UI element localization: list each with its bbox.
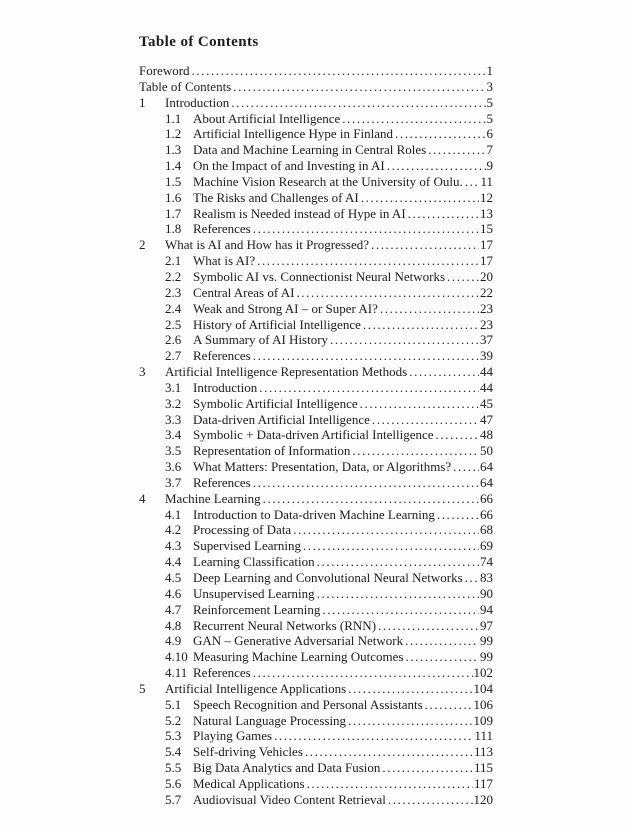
entry-number: 1 bbox=[139, 94, 146, 110]
dot-leader bbox=[305, 776, 473, 792]
entry-page: 74 bbox=[480, 554, 493, 570]
dot-leader bbox=[393, 126, 486, 142]
dot-leader bbox=[340, 111, 485, 127]
entry-title: Data-driven Artificial Intelligence bbox=[193, 411, 370, 427]
dot-leader bbox=[361, 317, 479, 333]
entry-page: 23 bbox=[480, 300, 493, 316]
entry-page: 111 bbox=[474, 728, 493, 744]
entry-title: Supervised Learning bbox=[193, 538, 301, 554]
toc-entry bbox=[139, 221, 493, 237]
toc-entry bbox=[139, 728, 493, 744]
entry-number: 3.7 bbox=[165, 474, 182, 490]
entry-page: 13 bbox=[480, 205, 493, 221]
entry-page: 113 bbox=[473, 744, 493, 760]
entry-number: 4.6 bbox=[165, 585, 182, 601]
dot-leader bbox=[301, 538, 479, 554]
entry-page: 109 bbox=[473, 712, 493, 728]
dot-leader bbox=[231, 79, 485, 95]
entry-page: 66 bbox=[480, 506, 493, 522]
toc-entry bbox=[139, 507, 493, 523]
toc-entry bbox=[139, 364, 493, 380]
entry-number: 3.1 bbox=[165, 379, 182, 395]
entry-page: 6 bbox=[486, 126, 493, 142]
dot-leader bbox=[403, 649, 479, 665]
toc-entry bbox=[139, 665, 493, 681]
entry-page: 9 bbox=[486, 158, 493, 174]
entry-title: Unsupervised Learning bbox=[193, 585, 315, 601]
dot-leader bbox=[435, 507, 479, 523]
toc-entry bbox=[139, 522, 493, 538]
entry-number: 2.5 bbox=[165, 316, 182, 332]
dot-leader bbox=[426, 142, 485, 158]
entry-page: 83 bbox=[480, 570, 493, 585]
dot-leader bbox=[407, 364, 479, 380]
entry-page: 1 bbox=[486, 63, 493, 78]
toc-entry bbox=[139, 269, 493, 285]
entry-title: Recurrent Neural Networks (RNN) bbox=[193, 617, 377, 633]
entry-number: 5.2 bbox=[165, 712, 182, 728]
entry-number: 4.7 bbox=[165, 601, 182, 617]
toc-entry bbox=[139, 427, 493, 443]
entry-page: 37 bbox=[480, 332, 493, 348]
entry-page: 45 bbox=[480, 395, 493, 411]
toc-entry bbox=[139, 380, 493, 396]
entry-number: 5.3 bbox=[165, 728, 182, 744]
entry-page: 64 bbox=[480, 474, 493, 490]
entry-page: 50 bbox=[480, 443, 493, 459]
entry-title: Measuring Machine Learning Outcomes bbox=[193, 649, 404, 665]
entry-title: References bbox=[193, 474, 251, 490]
entry-number: 2.7 bbox=[165, 348, 182, 364]
entry-page: 94 bbox=[480, 601, 493, 617]
entry-title: Foreword bbox=[139, 63, 190, 78]
toc-entry bbox=[139, 475, 493, 491]
entry-page: 90 bbox=[480, 585, 493, 601]
entry-number: 4.5 bbox=[165, 570, 182, 585]
entry-number: 1.6 bbox=[165, 189, 182, 205]
entry-title: Playing Games bbox=[193, 728, 273, 744]
entry-number: 1.4 bbox=[165, 158, 182, 174]
dot-leader bbox=[359, 190, 479, 206]
entry-number: 3.6 bbox=[165, 459, 182, 475]
entry-page: 104 bbox=[473, 680, 493, 696]
entry-number: 2.1 bbox=[165, 253, 182, 269]
toc-entry bbox=[139, 649, 493, 665]
dot-leader bbox=[350, 443, 479, 459]
entry-page: 120 bbox=[473, 791, 493, 807]
entry-title: References bbox=[193, 221, 251, 237]
dot-leader bbox=[255, 253, 479, 269]
entry-page: 23 bbox=[480, 316, 493, 332]
entry-page: 17 bbox=[480, 253, 493, 269]
dot-leader bbox=[423, 697, 473, 713]
entry-page: 97 bbox=[480, 617, 493, 633]
entry-page: 22 bbox=[480, 284, 493, 300]
toc-entry bbox=[139, 776, 493, 792]
entry-page: 39 bbox=[480, 348, 493, 364]
entry-number: 4.11 bbox=[165, 665, 188, 681]
entry-number: 1.3 bbox=[165, 142, 182, 158]
entry-title: Introduction bbox=[165, 94, 230, 110]
entry-title: References bbox=[193, 348, 251, 364]
dot-leader bbox=[358, 396, 479, 412]
entry-page: 69 bbox=[480, 538, 493, 554]
entry-page: 7 bbox=[486, 142, 493, 158]
dot-leader bbox=[291, 522, 479, 538]
dot-leader bbox=[380, 760, 473, 776]
entry-page: 115 bbox=[473, 760, 493, 776]
toc-entry bbox=[139, 95, 493, 111]
entry-number: 5.5 bbox=[165, 760, 182, 776]
entry-page: 102 bbox=[473, 665, 493, 681]
entry-title: Speech Recognition and Personal Assistants bbox=[193, 696, 423, 712]
entry-page: 117 bbox=[473, 775, 493, 791]
entry-title: Table of Contents bbox=[139, 78, 232, 94]
toc-list bbox=[139, 63, 493, 808]
entry-title: Big Data Analytics and Data Fusion bbox=[193, 760, 381, 776]
entry-page: 64 bbox=[480, 459, 493, 475]
entry-page: 99 bbox=[480, 633, 493, 649]
entry-title: Symbolic + Data-driven Artificial Intelligence bbox=[193, 427, 434, 443]
toc-entry bbox=[139, 681, 493, 697]
entry-page: 106 bbox=[473, 696, 493, 712]
entry-title: Machine Learning bbox=[165, 490, 261, 506]
entry-number: 5.7 bbox=[165, 791, 182, 807]
toc-entry bbox=[139, 412, 493, 428]
entry-number: 3.2 bbox=[165, 395, 182, 411]
entry-title: The Risks and Challenges of AI bbox=[193, 189, 359, 205]
entry-title: References bbox=[193, 665, 251, 681]
entry-number: 1.5 bbox=[165, 173, 182, 189]
toc-entry bbox=[139, 633, 493, 649]
entry-title: Audiovisual Video Content Retrieval bbox=[193, 791, 386, 807]
entry-title: Medical Applications bbox=[193, 775, 305, 791]
entry-number: 5.6 bbox=[165, 775, 182, 791]
entry-page: 66 bbox=[480, 490, 493, 506]
entry-title: Artificial Intelligence Representation Methods bbox=[165, 364, 408, 380]
entry-title: Self-driving Vehicles bbox=[193, 744, 303, 760]
dot-leader bbox=[320, 602, 479, 618]
entry-number: 4.10 bbox=[165, 649, 188, 665]
dot-leader bbox=[406, 206, 479, 222]
toc-entry bbox=[139, 174, 493, 190]
entry-number: 1.1 bbox=[165, 110, 182, 126]
entry-title: A Summary of AI History bbox=[193, 332, 329, 348]
entry-title: History of Artificial Intelligence bbox=[193, 316, 361, 332]
dot-leader bbox=[451, 459, 479, 475]
entry-title: Artificial Intelligence Hype in Finland bbox=[193, 126, 393, 142]
dot-leader bbox=[190, 63, 486, 79]
entry-page: 5 bbox=[486, 110, 493, 126]
entry-title: Processing of Data bbox=[193, 522, 292, 538]
toc-entry bbox=[139, 63, 493, 79]
dot-leader bbox=[315, 554, 479, 570]
entry-title: What is AI? bbox=[193, 253, 256, 269]
toc-entry bbox=[139, 79, 493, 95]
entry-page: 68 bbox=[480, 522, 493, 538]
entry-title: Weak and Strong AI – or Super AI? bbox=[193, 300, 378, 316]
entry-page: 44 bbox=[480, 379, 493, 395]
entry-title: GAN – Generative Adversarial Network bbox=[193, 633, 404, 649]
entry-title: What is AI and How has it Progressed? bbox=[165, 237, 369, 253]
entry-title: Natural Language Processing bbox=[193, 712, 347, 728]
toc-entry bbox=[139, 570, 493, 586]
toc-entry bbox=[139, 332, 493, 348]
toc-entry bbox=[139, 554, 493, 570]
entry-title: Introduction to Data-driven Machine Learning bbox=[193, 506, 435, 522]
entry-number: 4.4 bbox=[165, 554, 182, 570]
entry-title: About Artificial Intelligence bbox=[193, 110, 341, 126]
entry-title: Realism is Needed instead of Hype in AI bbox=[193, 205, 406, 221]
entry-title: What Matters: Presentation, Data, or Algorithms? bbox=[193, 459, 452, 475]
dot-leader bbox=[251, 475, 479, 491]
dot-leader bbox=[251, 348, 479, 364]
dot-leader bbox=[257, 380, 479, 396]
entry-number: 5.1 bbox=[165, 696, 182, 712]
toc-entry bbox=[139, 760, 493, 776]
toc-entry bbox=[139, 396, 493, 412]
entry-number: 1.2 bbox=[165, 126, 182, 142]
dot-leader bbox=[251, 665, 473, 681]
entry-page: 11 bbox=[480, 173, 493, 189]
dot-leader bbox=[385, 158, 486, 174]
toc-entry bbox=[139, 602, 493, 618]
dot-leader bbox=[369, 237, 479, 253]
entry-title: Data and Machine Learning in Central Roles bbox=[193, 142, 427, 158]
entry-number: 1.7 bbox=[165, 205, 182, 221]
toc-entry bbox=[139, 317, 493, 333]
entry-page: 47 bbox=[480, 411, 493, 427]
toc-entry bbox=[139, 713, 493, 729]
toc-entry bbox=[139, 697, 493, 713]
toc-entry bbox=[139, 237, 493, 253]
toc-entry bbox=[139, 142, 493, 158]
entry-title: Symbolic AI vs. Connectionist Neural Networks bbox=[193, 268, 446, 284]
toc-entry bbox=[139, 491, 493, 507]
dot-leader bbox=[386, 792, 473, 808]
toc-entry bbox=[139, 792, 493, 808]
entry-number: 2 bbox=[139, 237, 146, 253]
toc-entry bbox=[139, 285, 493, 301]
entry-title: On the Impact of and Investing in AI bbox=[193, 158, 385, 174]
entry-page: 48 bbox=[480, 427, 493, 443]
dot-leader bbox=[463, 174, 480, 190]
toc-entry bbox=[139, 538, 493, 554]
entry-number: 1.8 bbox=[165, 221, 182, 237]
entry-title: Deep Learning and Convolutional Neural Networks bbox=[193, 570, 463, 585]
dot-leader bbox=[303, 744, 473, 760]
toc-entry bbox=[139, 253, 493, 269]
entry-number: 2.3 bbox=[165, 284, 182, 300]
toc-entry bbox=[139, 111, 493, 127]
dot-leader bbox=[378, 301, 479, 317]
dot-leader bbox=[376, 618, 479, 634]
entry-number: 5.4 bbox=[165, 744, 182, 760]
dot-leader bbox=[272, 728, 473, 744]
entry-number: 4.1 bbox=[165, 506, 182, 522]
entry-number: 3 bbox=[139, 364, 146, 380]
entry-number: 2.6 bbox=[165, 332, 182, 348]
dot-leader bbox=[463, 570, 479, 586]
entry-number: 4.3 bbox=[165, 538, 182, 554]
entry-title: Symbolic Artificial Intelligence bbox=[193, 395, 358, 411]
entry-number: 4.8 bbox=[165, 617, 182, 633]
toc-entry bbox=[139, 459, 493, 475]
dot-leader bbox=[403, 633, 479, 649]
entry-number: 4.2 bbox=[165, 522, 182, 538]
entry-number: 2.4 bbox=[165, 300, 182, 316]
entry-page: 99 bbox=[480, 649, 493, 665]
toc-entry bbox=[139, 618, 493, 634]
entry-page: 17 bbox=[480, 237, 493, 253]
dot-leader bbox=[346, 713, 472, 729]
entry-title: Learning Classification bbox=[193, 554, 315, 570]
entry-title: Reinforcement Learning bbox=[193, 601, 321, 617]
entry-page: 12 bbox=[480, 189, 493, 205]
entry-number: 3.3 bbox=[165, 411, 182, 427]
dot-leader bbox=[328, 332, 479, 348]
entry-title: Machine Vision Research at the University of Oulu. bbox=[193, 173, 463, 189]
dot-leader bbox=[445, 269, 479, 285]
dot-leader bbox=[251, 221, 479, 237]
entry-number: 3.4 bbox=[165, 427, 182, 443]
entry-page: 3 bbox=[486, 78, 493, 94]
toc-entry bbox=[139, 348, 493, 364]
toc-entry bbox=[139, 443, 493, 459]
dot-leader bbox=[346, 681, 472, 697]
toc-entry bbox=[139, 158, 493, 174]
dot-leader bbox=[434, 427, 479, 443]
entry-page: 20 bbox=[480, 268, 493, 284]
entry-number: 3.5 bbox=[165, 443, 182, 459]
entry-page: 15 bbox=[480, 221, 493, 237]
toc-entry bbox=[139, 301, 493, 317]
entry-title: Artificial Intelligence Applications bbox=[165, 680, 347, 696]
page-title: Table of Contents bbox=[139, 34, 259, 50]
toc-entry bbox=[139, 190, 493, 206]
entry-page: 5 bbox=[486, 94, 493, 110]
entry-number: 4.9 bbox=[165, 633, 182, 649]
dot-leader bbox=[294, 285, 479, 301]
entry-title: Representation of Information bbox=[193, 443, 351, 459]
dot-leader bbox=[229, 95, 485, 111]
toc-entry bbox=[139, 126, 493, 142]
entry-number: 2.2 bbox=[165, 268, 182, 284]
entry-title: Central Areas of AI bbox=[193, 284, 295, 300]
dot-leader bbox=[315, 586, 479, 602]
toc-entry bbox=[139, 206, 493, 222]
dot-leader bbox=[370, 412, 479, 428]
entry-title: Introduction bbox=[193, 379, 258, 395]
dot-leader bbox=[261, 491, 479, 507]
entry-number: 4 bbox=[139, 490, 146, 506]
entry-number: 5 bbox=[139, 680, 146, 696]
toc-entry bbox=[139, 744, 493, 760]
toc-entry bbox=[139, 586, 493, 602]
entry-page: 44 bbox=[480, 364, 493, 380]
